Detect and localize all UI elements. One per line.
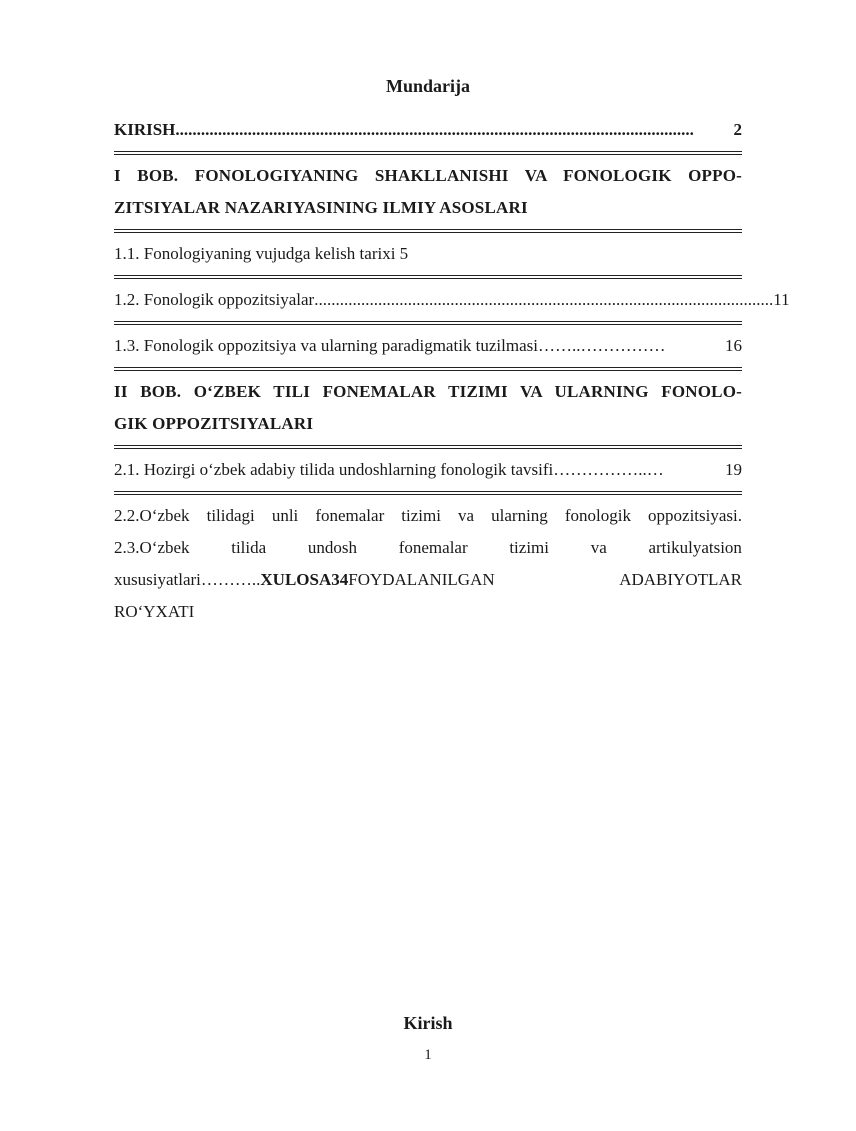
chapter-1-line-1: I BOB. FONOLOGIYANING SHAKLLANISHI VA FONOLOGIK OPPO- (114, 166, 742, 185)
toc-page-number: 16 (725, 336, 742, 355)
table-of-contents (114, 114, 790, 628)
toc-leader-dots: ……………..… (553, 460, 664, 479)
page-number: 1 (424, 1047, 432, 1063)
double-rule-divider (114, 321, 742, 325)
bibliography-word: ADABIYOTLAR (619, 570, 742, 589)
toc-entry-text: 2.1. Hozirgi o‘zbek adabiy tilida undoshlarning fonologik tavsifi (114, 460, 554, 479)
double-rule-divider (114, 229, 742, 233)
toc-entry-2-1[interactable] (114, 454, 742, 486)
toc-page-number: 2 (733, 120, 742, 139)
chapter-1-line-2: ZITSIYALAR NAZARIYASINING ILMIY ASOSLARI (114, 198, 528, 217)
toc-entry-1-1[interactable]: 1.1. Fonologiyaning vujudga kelish tarixi 5 (114, 244, 409, 263)
toc-entry-chapter-1[interactable] (114, 160, 742, 224)
page-title: Mundarija (385, 76, 470, 96)
toc-entry-1-2[interactable] (114, 284, 790, 316)
word: va (590, 538, 607, 557)
toc-entry-2-2[interactable]: 2.2.O‘zbek tilidagi unli fonemalar tizimi va ularning fonologik oppozitsiyasi. (114, 506, 742, 525)
double-rule-divider (114, 491, 742, 495)
toc-entry-text: 1.3. Fonologik oppozitsiya va ularning paradigmatik tuzilmasi (114, 336, 538, 355)
word: artikulyatsion (648, 538, 742, 557)
double-rule-divider (114, 445, 742, 449)
word: undosh (307, 538, 358, 557)
toc-paragraph-remaining (114, 500, 742, 628)
toc-entry-bibliography-tail[interactable]: RO‘YXATI (114, 602, 195, 621)
toc-entry-kirish[interactable] (114, 114, 742, 146)
toc-page-number: 11 (773, 290, 790, 309)
toc-leader-dots: ……..…………… (538, 336, 666, 355)
toc-leader-dots: .......................................................................................................................... (175, 120, 694, 139)
toc-entry-2-3-line[interactable] (114, 532, 742, 564)
conclusion-bold-text: XULOSA34 (260, 570, 349, 589)
toc-entry-text: KIRISH (114, 120, 176, 139)
double-rule-divider (114, 367, 742, 371)
toc-leader-dots: ............................................................................................................ (314, 290, 774, 309)
word: tizimi (509, 538, 549, 557)
toc-entry-1-3[interactable] (114, 330, 742, 362)
word: tilida (231, 538, 267, 557)
chapter-2-line-1: II BOB. O‘ZBEK TILI FONEMALAR TIZIMI VA ULARNING FONOLO- (114, 382, 742, 401)
double-rule-divider (114, 275, 742, 279)
word: fonemalar (398, 538, 468, 557)
toc-entry-conclusion-line[interactable] (114, 564, 742, 596)
double-rule-divider (114, 151, 742, 155)
conclusion-run: xususiyatlari………..XULOSA34FOYDALANILGAN (114, 570, 495, 589)
word: 2.3.O‘zbek (114, 538, 190, 557)
toc-entry-chapter-2[interactable] (114, 376, 742, 440)
next-section-heading: Kirish (403, 1013, 453, 1033)
chapter-2-line-2: GIK OPPOZITSIYALARI (114, 414, 314, 433)
toc-page-number: 19 (725, 460, 742, 479)
toc-entry-text: 1.2. Fonologik oppozitsiyalar (114, 290, 315, 309)
